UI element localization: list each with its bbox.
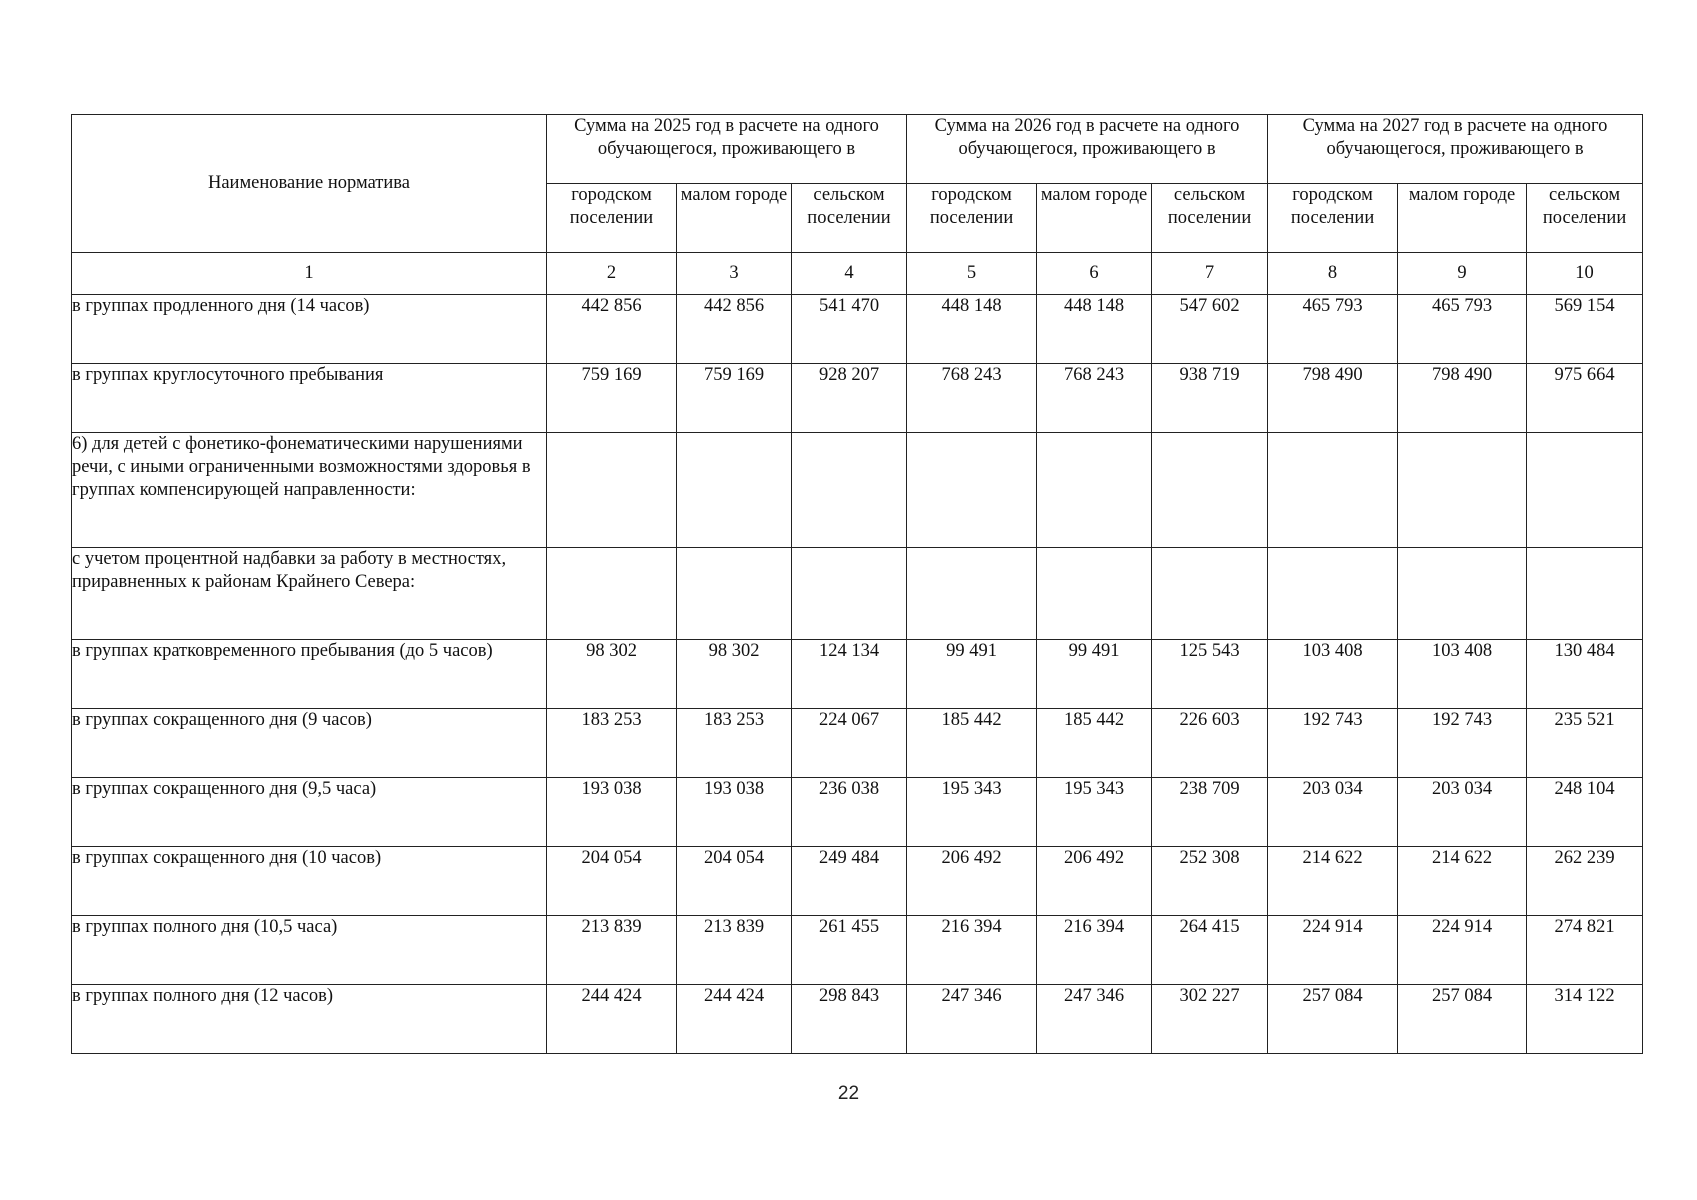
table-cell: 204 054: [547, 847, 677, 916]
table-cell: 235 521: [1527, 709, 1643, 778]
normative-table: [71, 114, 1643, 1054]
table-cell: 798 490: [1268, 364, 1398, 433]
table-cell: 768 243: [1037, 364, 1152, 433]
settlement-header-small-town: малом городе: [1398, 184, 1527, 253]
table-cell: 213 839: [677, 916, 792, 985]
table-cell: 183 253: [547, 709, 677, 778]
table-cell: [547, 548, 677, 640]
table-cell: 314 122: [1527, 985, 1643, 1054]
table-cell: 938 719: [1152, 364, 1268, 433]
table-cell: 206 492: [1037, 847, 1152, 916]
row-name: в группах полного дня (10,5 часа): [72, 916, 547, 985]
table-cell: [1398, 548, 1527, 640]
table-cell: 99 491: [907, 640, 1037, 709]
table-cell: 183 253: [677, 709, 792, 778]
settlement-header-rural: сельском поселении: [1152, 184, 1268, 253]
table-cell: 193 038: [547, 778, 677, 847]
settlement-header-small-town: малом городе: [677, 184, 792, 253]
table-cell: 244 424: [547, 985, 677, 1054]
settlement-header-rural: сельском поселении: [792, 184, 907, 253]
table-cell: [1152, 433, 1268, 548]
table-cell: 103 408: [1268, 640, 1398, 709]
table-cell: [1527, 433, 1643, 548]
column-number: 5: [907, 253, 1037, 295]
table-cell: 213 839: [547, 916, 677, 985]
table-cell: [547, 433, 677, 548]
table-cell: 224 914: [1398, 916, 1527, 985]
column-number: 9: [1398, 253, 1527, 295]
column-number: 8: [1268, 253, 1398, 295]
table-cell: 103 408: [1398, 640, 1527, 709]
table-cell: 302 227: [1152, 985, 1268, 1054]
table-row: [72, 548, 1643, 640]
table-cell: 192 743: [1268, 709, 1398, 778]
table-cell: 244 424: [677, 985, 792, 1054]
table-cell: 214 622: [1268, 847, 1398, 916]
table-cell: 99 491: [1037, 640, 1152, 709]
table-cell: 547 602: [1152, 295, 1268, 364]
table-cell: 798 490: [1398, 364, 1527, 433]
table-cell: 224 914: [1268, 916, 1398, 985]
table-cell: 262 239: [1527, 847, 1643, 916]
table-cell: 224 067: [792, 709, 907, 778]
row-name: в группах продленного дня (14 часов): [72, 295, 547, 364]
table-cell: 206 492: [907, 847, 1037, 916]
table-cell: 214 622: [1398, 847, 1527, 916]
table-cell: 226 603: [1152, 709, 1268, 778]
table-cell: 192 743: [1398, 709, 1527, 778]
column-number: 1: [72, 253, 547, 295]
table-cell: 257 084: [1268, 985, 1398, 1054]
table-cell: 257 084: [1398, 985, 1527, 1054]
table-cell: 274 821: [1527, 916, 1643, 985]
settlement-header-urban: городском поселении: [1268, 184, 1398, 253]
settlement-header-urban: городском поселении: [547, 184, 677, 253]
table-cell: 759 169: [547, 364, 677, 433]
table-cell: 124 134: [792, 640, 907, 709]
table-row: [72, 985, 1643, 1054]
name-column-header: Наименование норматива: [72, 115, 547, 253]
table-cell: [792, 433, 907, 548]
table-row: [72, 916, 1643, 985]
table-cell: 185 442: [1037, 709, 1152, 778]
table-cell: 238 709: [1152, 778, 1268, 847]
row-name: в группах сокращенного дня (9,5 часа): [72, 778, 547, 847]
table-row: [72, 640, 1643, 709]
table-cell: 928 207: [792, 364, 907, 433]
row-name: в группах полного дня (12 часов): [72, 985, 547, 1054]
table-row: [72, 295, 1643, 364]
table-row: [72, 364, 1643, 433]
table-cell: [1527, 548, 1643, 640]
header-row-years: [72, 115, 1643, 184]
settlement-header-small-town: малом городе: [1037, 184, 1152, 253]
table-cell: [907, 433, 1037, 548]
column-number: 7: [1152, 253, 1268, 295]
table-cell: 248 104: [1527, 778, 1643, 847]
table-cell: [907, 548, 1037, 640]
table-cell: [677, 433, 792, 548]
table-cell: 130 484: [1527, 640, 1643, 709]
table-cell: 247 346: [1037, 985, 1152, 1054]
table-cell: 249 484: [792, 847, 907, 916]
table-row: [72, 778, 1643, 847]
table-row: [72, 433, 1643, 548]
table-cell: 236 038: [792, 778, 907, 847]
table-cell: 465 793: [1268, 295, 1398, 364]
table-cell: 465 793: [1398, 295, 1527, 364]
table-cell: 541 470: [792, 295, 907, 364]
table-row: [72, 709, 1643, 778]
table-cell: 569 154: [1527, 295, 1643, 364]
table-cell: 204 054: [677, 847, 792, 916]
table-cell: [1398, 433, 1527, 548]
table-cell: 448 148: [1037, 295, 1152, 364]
column-number: 10: [1527, 253, 1643, 295]
table-cell: 247 346: [907, 985, 1037, 1054]
table-cell: 216 394: [1037, 916, 1152, 985]
table-cell: 203 034: [1268, 778, 1398, 847]
row-name: в группах сокращенного дня (10 часов): [72, 847, 547, 916]
table-cell: 975 664: [1527, 364, 1643, 433]
table-cell: [677, 548, 792, 640]
row-name: с учетом процентной надбавки за работу в местностях, приравненных к районам Крайнего Севера:: [72, 548, 547, 640]
table-cell: 442 856: [547, 295, 677, 364]
table-cell: 252 308: [1152, 847, 1268, 916]
row-name: 6) для детей с фонетико-фонематическими нарушениями речи, с иными ограниченными возможностями здоровья в группах компенсирующей направленности:: [72, 433, 547, 548]
table-cell: 195 343: [1037, 778, 1152, 847]
table-row: [72, 847, 1643, 916]
table-cell: [1037, 548, 1152, 640]
column-number: 6: [1037, 253, 1152, 295]
table-cell: [1037, 433, 1152, 548]
year-2027-header: Сумма на 2027 год в расчете на одного обучающегося, проживающего в: [1268, 115, 1643, 184]
year-2026-header: Сумма на 2026 год в расчете на одного обучающегося, проживающего в: [907, 115, 1268, 184]
table-cell: [792, 548, 907, 640]
settlement-header-rural: сельском поселении: [1527, 184, 1643, 253]
column-number: 3: [677, 253, 792, 295]
page-number: 22: [837, 1083, 860, 1104]
table-cell: 442 856: [677, 295, 792, 364]
settlement-header-urban: городском поселении: [907, 184, 1037, 253]
row-name: в группах круглосуточного пребывания: [72, 364, 547, 433]
table-cell: 185 442: [907, 709, 1037, 778]
year-2025-header: Сумма на 2025 год в расчете на одного обучающегося, проживающего в: [547, 115, 907, 184]
table-cell: [1268, 433, 1398, 548]
column-number-row: [72, 253, 1643, 295]
column-number: 2: [547, 253, 677, 295]
table-cell: 195 343: [907, 778, 1037, 847]
table-cell: 264 415: [1152, 916, 1268, 985]
table-cell: 768 243: [907, 364, 1037, 433]
table-cell: 216 394: [907, 916, 1037, 985]
row-name: в группах кратковременного пребывания (до 5 часов): [72, 640, 547, 709]
table-cell: 759 169: [677, 364, 792, 433]
table-cell: 98 302: [547, 640, 677, 709]
row-name: в группах сокращенного дня (9 часов): [72, 709, 547, 778]
table-cell: 298 843: [792, 985, 907, 1054]
table-cell: 193 038: [677, 778, 792, 847]
table-cell: 125 543: [1152, 640, 1268, 709]
table-cell: 261 455: [792, 916, 907, 985]
table-cell: 448 148: [907, 295, 1037, 364]
table-cell: 203 034: [1398, 778, 1527, 847]
table-cell: [1268, 548, 1398, 640]
table-cell: 98 302: [677, 640, 792, 709]
column-number: 4: [792, 253, 907, 295]
table-cell: [1152, 548, 1268, 640]
